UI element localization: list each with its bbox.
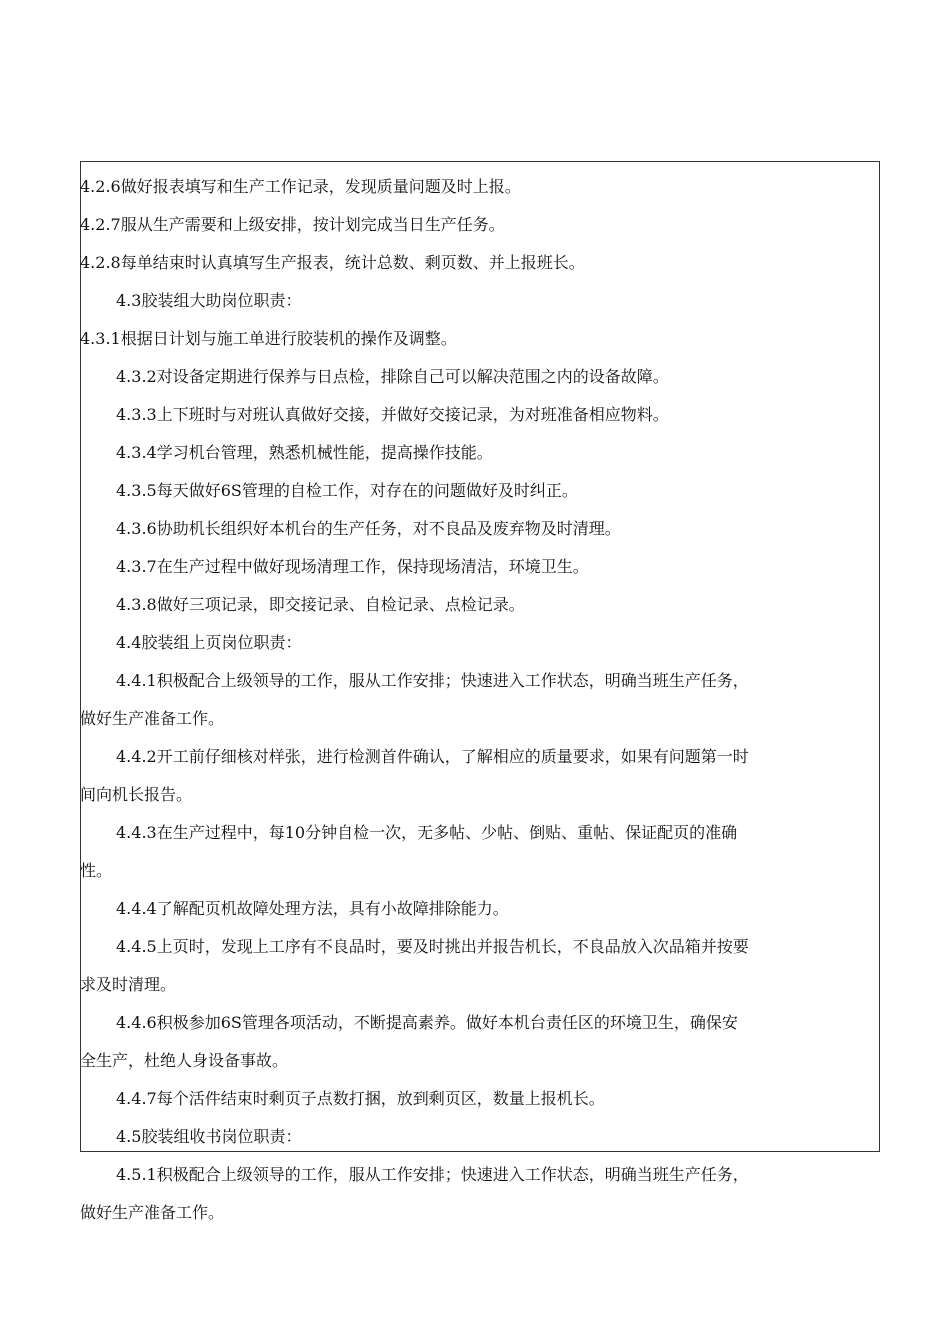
paragraph	[80, 358, 916, 396]
paragraph	[80, 890, 916, 928]
paragraph	[80, 396, 916, 434]
paragraph	[80, 548, 916, 586]
paragraph	[80, 1156, 916, 1232]
paragraph-line: 4.3.2对设备定期进行保养与日点检，排除自己可以解决范围之内的设备故障。	[116, 367, 669, 386]
paragraph-line: 4.3.4学习机台管理，熟悉机械性能，提高操作技能。	[116, 443, 493, 462]
paragraph-line: 4.3.7在生产过程中做好现场清理工作，保持现场清洁，环境卫生。	[116, 557, 589, 576]
paragraph	[80, 1118, 916, 1156]
paragraph-line: 4.4.4了解配页机故障处理方法，具有小故障排除能力。	[116, 899, 509, 918]
paragraph	[80, 434, 916, 472]
paragraph-line: 性。	[80, 861, 113, 880]
paragraph-line: 4.3胶装组大助岗位职责：	[116, 291, 302, 310]
paragraph-line: 4.2.6做好报表填写和生产工作记录，发现质量问题及时上报。	[80, 177, 521, 196]
paragraph-line: 求及时清理。	[80, 975, 177, 994]
paragraph	[80, 814, 916, 890]
paragraph-line: 4.3.8做好三项记录，即交接记录、自检记录、点检记录。	[116, 595, 525, 614]
paragraph	[80, 472, 916, 510]
paragraph	[80, 624, 916, 662]
paragraph	[80, 320, 880, 358]
paragraph-line: 4.4.5上页时，发现上工序有不良品时，要及时挑出并报告机长，不良品放入次品箱并按要	[116, 937, 749, 956]
paragraph-line: 4.4.6积极参加6S管理各项活动，不断提高素养。做好本机台责任区的环境卫生，确保安	[116, 1013, 738, 1032]
paragraph-line: 4.3.3上下班时与对班认真做好交接，并做好交接记录，为对班准备相应物料。	[116, 405, 669, 424]
paragraph-line: 4.3.5每天做好6S管理的自检工作，对存在的问题做好及时纠正。	[116, 481, 578, 500]
paragraph-line: 间向机长报告。	[80, 785, 193, 804]
paragraph	[80, 206, 880, 244]
paragraph-line: 4.2.7服从生产需要和上级安排，按计划完成当日生产任务。	[80, 215, 505, 234]
paragraph	[80, 928, 916, 1004]
paragraph	[80, 738, 916, 814]
paragraph-line: 4.4胶装组上页岗位职责：	[116, 633, 302, 652]
paragraph-line: 4.4.7每个活件结束时剩页子点数打捆，放到剩页区，数量上报机长。	[116, 1089, 605, 1108]
paragraph-line: 4.4.3在生产过程中，每10分钟自检一次，无多帖、少帖、倒贴、重帖、保证配页的准确	[116, 823, 738, 842]
paragraph-line: 4.5.1积极配合上级领导的工作，服从工作安排；快速进入工作状态，明确当班生产任务，	[116, 1165, 749, 1184]
paragraph	[80, 1080, 916, 1118]
paragraph-line: 全生产，杜绝人身设备事故。	[80, 1051, 289, 1070]
paragraph-line: 4.5胶装组收书岗位职责：	[116, 1127, 302, 1146]
paragraph	[80, 586, 916, 624]
paragraph	[80, 510, 916, 548]
paragraph	[80, 168, 880, 206]
paragraph	[80, 1004, 916, 1080]
paragraph	[80, 244, 880, 282]
paragraph-line: 做好生产准备工作。	[80, 1203, 225, 1222]
paragraph-line: 4.4.1积极配合上级领导的工作，服从工作安排；快速进入工作状态，明确当班生产任务，	[116, 671, 749, 690]
paragraph-line: 4.4.2开工前仔细核对样张，进行检测首件确认，了解相应的质量要求，如果有问题第一时	[116, 747, 749, 766]
paragraph-line: 4.3.1根据日计划与施工单进行胶装机的操作及调整。	[80, 329, 457, 348]
paragraph	[80, 662, 916, 738]
paragraph-line: 4.2.8每单结束时认真填写生产报表，统计总数、剩页数、并上报班长。	[80, 253, 585, 272]
paragraph	[80, 282, 916, 320]
paragraph-line: 做好生产准备工作。	[80, 709, 225, 728]
paragraph-line: 4.3.6协助机长组织好本机台的生产任务，对不良品及废弃物及时清理。	[116, 519, 621, 538]
